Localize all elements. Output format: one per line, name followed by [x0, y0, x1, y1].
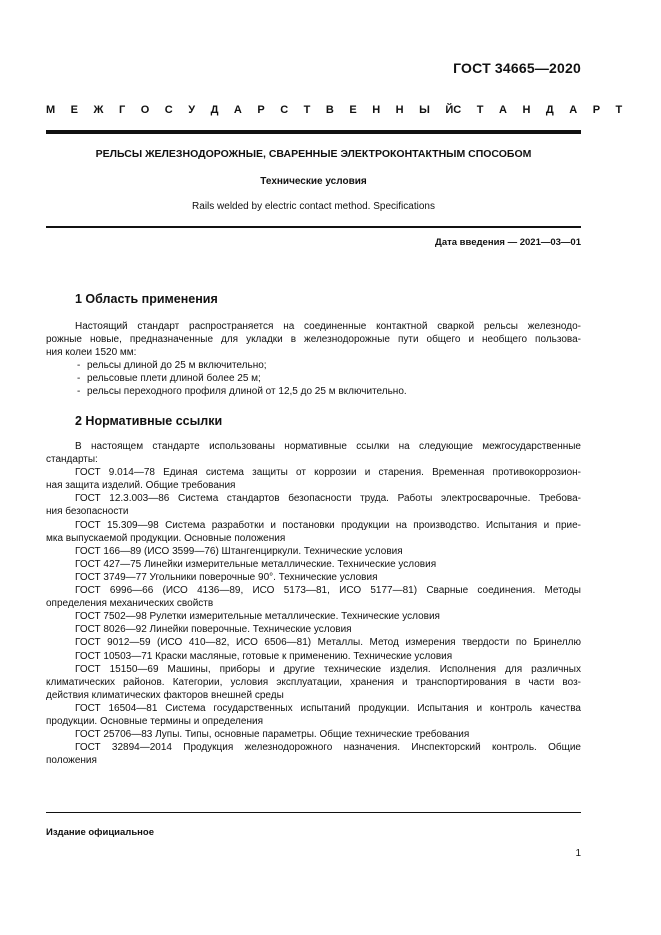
scope-list-item-text: рельсы переходного профиля длиной от 12,5 до 25 м включительно.	[87, 386, 407, 398]
reference-line-text: ГОСТ 16504—81 Система государственных испытаний продукции. Испытания и контроль качества	[75, 702, 581, 714]
reference-line	[46, 571, 581, 584]
reference-line	[46, 519, 581, 532]
scope-list-item	[75, 372, 581, 385]
reference-line	[46, 584, 581, 597]
banner-letter: Д	[545, 104, 554, 116]
reference-line	[46, 754, 581, 767]
introduction-date: Дата введения — 2021—03—01	[435, 237, 581, 248]
banner-letter: Д	[210, 104, 219, 116]
reference-line	[46, 479, 581, 492]
reference-line-text: ГОСТ 15.309—98 Система разработки и постановки продукции на производство. Испытания и прие-	[75, 519, 581, 531]
reference-line-text: ния безопасности	[46, 506, 129, 518]
banner-letter: С	[164, 104, 173, 116]
banner-letter: Т	[303, 104, 311, 116]
reference-line	[46, 676, 581, 689]
reference-line	[46, 650, 581, 663]
reference-line	[46, 505, 581, 518]
banner-letter: А	[498, 104, 507, 116]
banner-letter: В	[325, 104, 334, 116]
scope-list-item	[75, 359, 581, 372]
banner-letter: Т	[476, 104, 484, 116]
banner-letter: С	[280, 104, 289, 116]
section-2-body	[46, 440, 581, 767]
banner-letter: Н	[372, 104, 381, 116]
scope-text-line: Настоящий стандарт распространяется на соединенные контактной сваркой рельсы железнодо-	[75, 321, 581, 332]
scope-text-line: рожные новые, предназначенные для укладки в железнодорожные пути общего и необщего пользова-	[46, 334, 581, 346]
reference-line-text: стандарты:	[46, 454, 98, 466]
banner-letter: Ж	[93, 104, 104, 116]
reference-line	[46, 663, 581, 676]
reference-line-text: ГОСТ 9.014—78 Единая система защиты от коррозии и старения. Временная противокоррозион-	[75, 467, 581, 479]
reference-line-text: ГОСТ 10503—71 Краски масляные, готовые к применению. Технические условия	[75, 650, 453, 662]
banner-letter: Ы	[419, 104, 430, 116]
banner-letter: О	[140, 104, 150, 116]
banner-letter: Т	[615, 104, 623, 116]
banner-letter: Н	[522, 104, 531, 116]
document-title: РЕЛЬСЫ ЖЕЛЕЗНОДОРОЖНЫЕ, СВАРЕННЫЕ ЭЛЕКТРОКОНТАКТНЫМ СПОСОБОМ	[95, 148, 532, 160]
reference-line-text: продукции. Основные термины и определения	[46, 715, 263, 727]
banner-letter: У	[188, 104, 196, 116]
reference-line	[46, 453, 581, 466]
reference-line	[46, 597, 581, 610]
reference-line	[46, 545, 581, 558]
reference-line	[46, 702, 581, 715]
document-subtitle: Технические условия	[260, 176, 367, 187]
section-1-heading: 1 Область применения	[75, 292, 218, 306]
reference-line-text: действия климатических факторов внешней среды	[46, 689, 284, 701]
banner-letter: М	[46, 104, 56, 116]
banner-letter: Г	[118, 104, 126, 116]
scope-text-line: ния колеи 1520 мм:	[46, 347, 137, 359]
banner-letter: А	[233, 104, 242, 116]
header-rule-thick	[46, 130, 581, 134]
scope-list-item	[75, 385, 581, 398]
banner-letter: Р	[257, 104, 265, 116]
reference-line-text: ГОСТ 15150—69 Машины, приборы и другие технические изделия. Исполнения для различных	[75, 663, 581, 675]
scope-list-item-text: рельсовые плети длиной более 25 м;	[87, 373, 261, 385]
banner-word-standard	[453, 104, 622, 116]
reference-line	[46, 466, 581, 479]
reference-line-text: ГОСТ 9012—59 (ИСО 410—82, ИСО 6506—81) Металлы. Метод измерения твердости по Бринеллю	[75, 637, 581, 649]
reference-line	[46, 532, 581, 545]
reference-line	[46, 715, 581, 728]
title-rule	[46, 226, 581, 228]
reference-line-text: климатических районов. Категории, условия эксплуатации, хранения и транспортирования в части воз-	[46, 676, 581, 688]
reference-line-text: ГОСТ 3749—77 Угольники поверочные 90°. Технические условия	[75, 571, 378, 583]
reference-line	[46, 689, 581, 702]
banner-letter: С	[453, 104, 462, 116]
reference-line-text: ГОСТ 25706—83 Лупы. Типы, основные параметры. Общие технические требования	[75, 729, 470, 741]
reference-line	[46, 636, 581, 649]
page-number: 1	[575, 848, 581, 859]
banner-letter: Е	[349, 104, 357, 116]
reference-line-text: ГОСТ 7502—98 Рулетки измерительные металлические. Технические условия	[75, 611, 440, 623]
reference-line-text: определения механических свойств	[46, 598, 214, 610]
banner-letter: Й	[445, 104, 454, 116]
reference-line	[46, 623, 581, 636]
banner-letter: Н	[395, 104, 404, 116]
reference-line	[46, 728, 581, 741]
reference-line-text: ГОСТ 166—89 (ИСО 3599—76) Штангенциркули. Технические условия	[75, 545, 403, 557]
english-title: Rails welded by electric contact method. Specifications	[192, 201, 435, 212]
reference-line-text: ГОСТ 8026—92 Линейки поверочные. Технические условия	[75, 624, 352, 636]
section-2-heading: 2 Нормативные ссылки	[75, 414, 223, 428]
reference-line-text: ГОСТ 427—75 Линейки измерительные металлические. Технические условия	[75, 558, 437, 570]
reference-line-text: ГОСТ 32894—2014 Продукция железнодорожного назначения. Инспекторский контроль. Общие	[75, 742, 581, 754]
banner-letter: Р	[592, 104, 601, 116]
banner-word-interstate	[46, 104, 453, 116]
reference-line	[46, 741, 581, 754]
reference-line-text: В настоящем стандарте использованы нормативные ссылки на следующие межгосударственные	[75, 441, 581, 452]
banner-letter: А	[569, 104, 578, 116]
reference-line	[46, 440, 581, 453]
reference-line	[46, 492, 581, 505]
reference-line-text: положения	[46, 755, 97, 767]
section-1-body	[46, 320, 581, 399]
official-edition-label: Издание официальное	[46, 827, 154, 838]
reference-line-text: мка выпускаемой продукции. Основные положения	[46, 532, 286, 544]
reference-line	[46, 558, 581, 571]
banner-letter: Е	[70, 104, 79, 116]
footer-rule	[46, 812, 581, 813]
reference-line	[46, 610, 581, 623]
reference-line-text: ная защита изделий. Общие требования	[46, 480, 236, 492]
reference-line-text: ГОСТ 12.3.003—86 Система стандартов безопасности труда. Работы электросварочные. Требова-	[75, 493, 581, 505]
scope-list-item-text: рельсы длиной до 25 м включительно;	[87, 360, 267, 372]
standard-banner	[46, 104, 623, 116]
document-code: ГОСТ 34665—2020	[453, 60, 581, 76]
reference-line-text: ГОСТ 6996—66 (ИСО 4136—89, ИСО 5173—81, ИСО 5177—81) Сварные соединения. Методы	[75, 585, 581, 597]
